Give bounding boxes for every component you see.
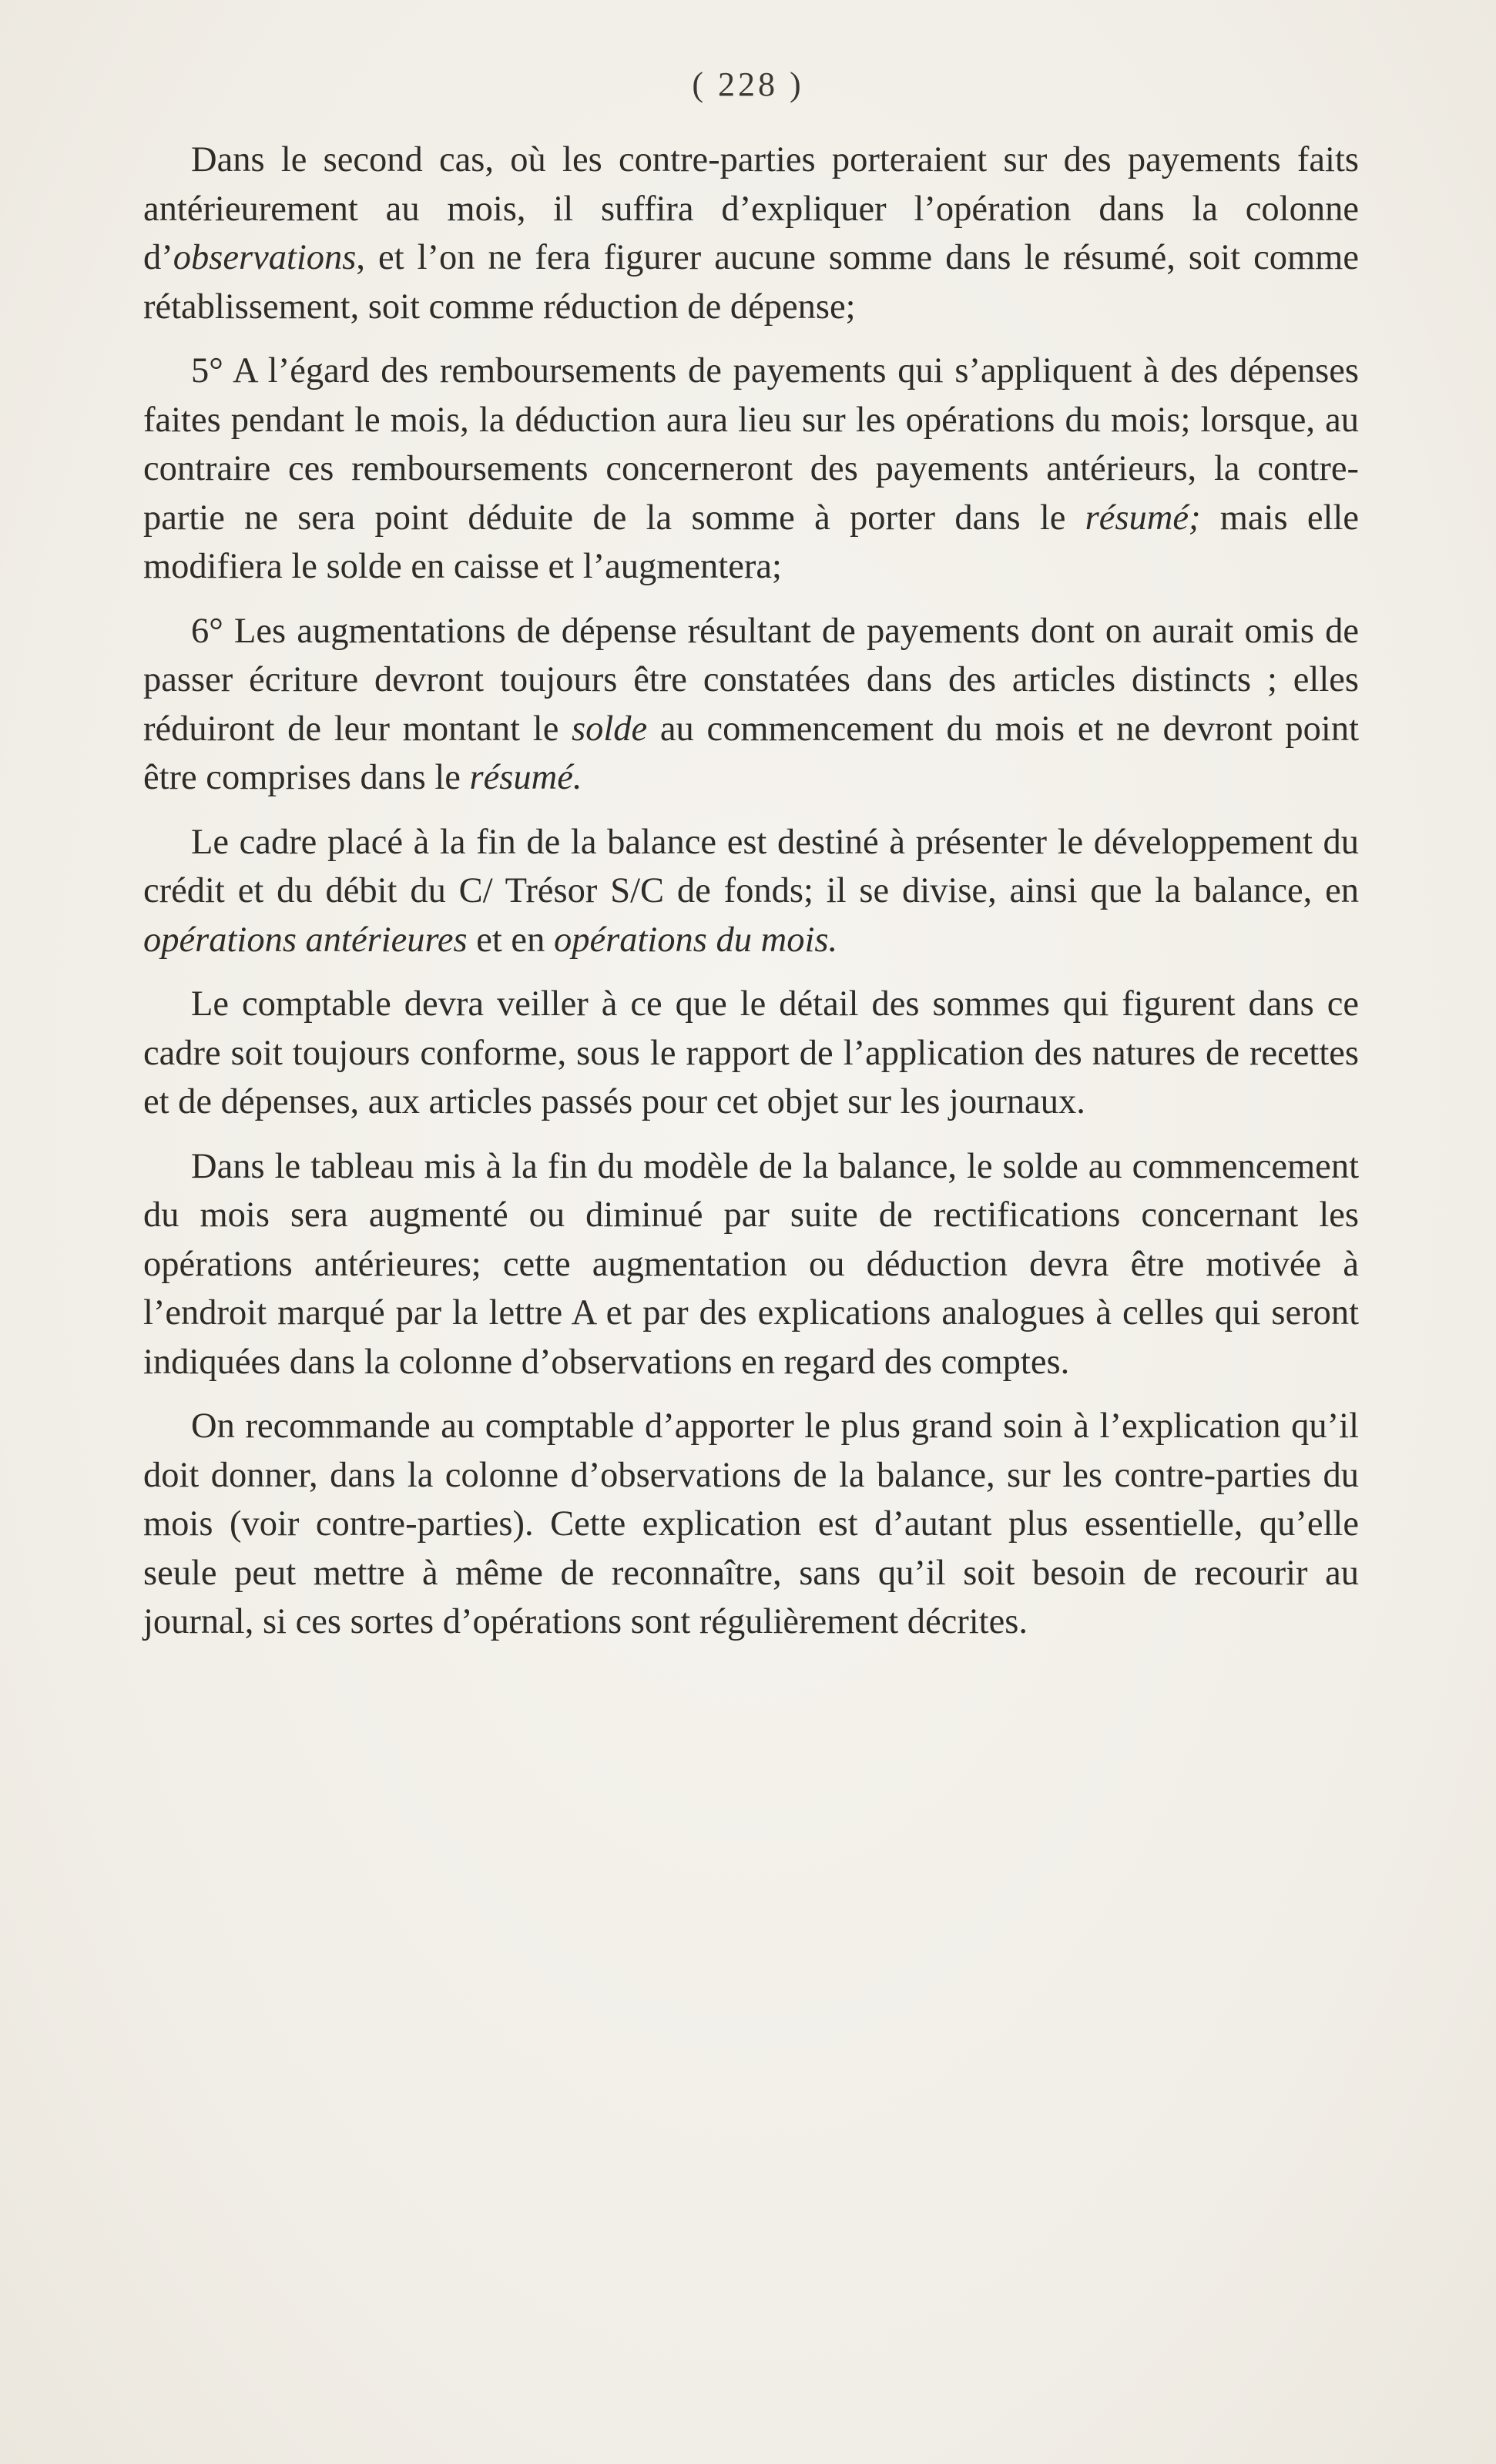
paragraph — [143, 347, 1359, 592]
italic-text: résumé. — [469, 758, 582, 797]
paragraph — [143, 1142, 1359, 1387]
paragraph — [143, 1402, 1359, 1647]
page-number: ( 228 ) — [692, 65, 804, 103]
text-run: mais elle modifiera le solde en caisse et l’augmentera; — [143, 498, 1359, 586]
italic-text: opérations antérieures — [143, 920, 468, 960]
italic-text: résumé; — [1085, 498, 1201, 538]
text-run: Dans le tableau mis à la fin du modèle de la balance, le solde au commencement du mois sera augmenté ou diminué par suite de rectifications concernant les opérations antérieures; cette augmentation ou déduction devra être motivée à l’endroit marqué par la lettre A et par des explications analogues à celles qui seront indiquées dans la colonne d’observations en regard des comptes. — [143, 1146, 1359, 1382]
paragraph — [143, 980, 1359, 1127]
text-run: au commencement du mois et ne devront point être comprises dans le — [143, 709, 1359, 797]
text-run: On recommande au comptable d’apporter le plus grand soin à l’explication qu’il doit donner, dans la colonne d’observations de la balance, sur les contre-parties du mois (voir contre-parties). Cette explication est d’autant plus essentielle, qu’elle seule peut mettre à même de reconnaître, sans qu’il soit besoin de recourir au journal, si ces sortes d’opérations sont régulièrement décrites. — [143, 1406, 1359, 1641]
text-run: 5° A l’égard des remboursements de payements qui s’appliquent à des dépenses faites pendant le mois, la déduction aura lieu sur les opérations du mois; lorsque, au contraire ces remboursements concerneront des payements antérieurs, la contre-partie ne sera point déduite de la somme à porter dans le — [143, 351, 1359, 538]
paragraph — [143, 607, 1359, 803]
text-run: , et l’on ne fera figurer aucune somme dans le résumé, soit comme rétablissement, soit comme réduction de dépense; — [143, 238, 1359, 327]
text-run: Le cadre placé à la fin de la balance est destiné à présenter le développement du crédit et du débit du C/ Trésor S/C de fonds; il se divise, ainsi que la balance, en — [143, 822, 1359, 910]
body-text — [143, 136, 1359, 1662]
italic-text: opérations du mois. — [553, 920, 838, 960]
text-run: Dans le second cas, où les contre-parties porteraient sur des payements faits antérieurement au mois, il suffira d’expliquer l’opération dans la colonne d’ — [143, 140, 1359, 277]
text-run: 6° Les augmentations de dépense résultant de payements dont on aurait omis de passer écriture devront toujours être constatées dans des articles distincts ; elles réduiront de leur montant le — [143, 611, 1359, 749]
paragraph — [143, 136, 1359, 331]
text-run: et en — [467, 920, 554, 960]
text-run: Le comptable devra veiller à ce que le détail des sommes qui figurent dans ce cadre soit toujours conforme, sous le rapport de l’application des natures de recettes et de dépenses, aux articles passés pour cet objet sur les journaux. — [143, 984, 1359, 1121]
italic-text: solde — [572, 709, 648, 749]
italic-text: observations — [173, 238, 357, 277]
paragraph — [143, 818, 1359, 965]
